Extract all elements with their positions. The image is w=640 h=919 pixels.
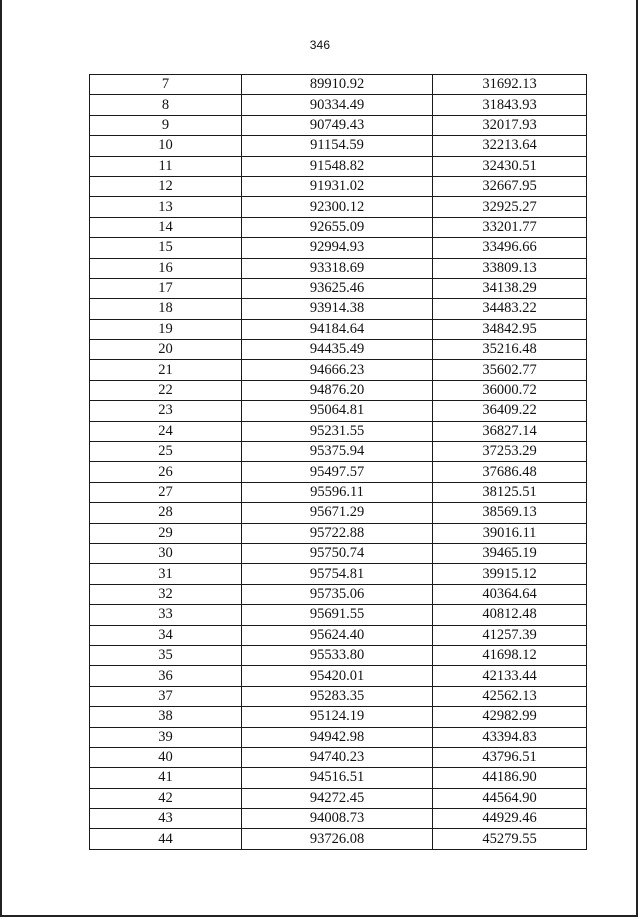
- table-cell-value-b: 44186.90: [433, 768, 587, 788]
- table-cell-index: 18: [90, 299, 242, 319]
- table-cell-index: 19: [90, 319, 242, 339]
- table-row: [90, 340, 587, 360]
- table-row: [90, 747, 587, 767]
- table-cell-index: 33: [90, 605, 242, 625]
- table-row: [90, 503, 587, 523]
- table-cell-value-a: 94008.73: [242, 809, 433, 829]
- table-cell-index: 20: [90, 340, 242, 360]
- table-cell-value-b: 32667.95: [433, 176, 587, 196]
- table-cell-index: 10: [90, 136, 242, 156]
- table-row: [90, 278, 587, 298]
- table-row: [90, 707, 587, 727]
- table-row: [90, 75, 587, 95]
- table-cell-value-b: 38569.13: [433, 503, 587, 523]
- table-cell-value-b: 44564.90: [433, 788, 587, 808]
- table-row: [90, 666, 587, 686]
- table-cell-value-a: 91931.02: [242, 176, 433, 196]
- table-row: [90, 360, 587, 380]
- table-cell-index: 8: [90, 95, 242, 115]
- table-cell-value-b: 36827.14: [433, 421, 587, 441]
- table-row: [90, 564, 587, 584]
- table-cell-value-a: 95691.55: [242, 605, 433, 625]
- table-cell-index: 26: [90, 462, 242, 482]
- table-cell-value-b: 43394.83: [433, 727, 587, 747]
- table-cell-value-b: 39915.12: [433, 564, 587, 584]
- table-row: [90, 788, 587, 808]
- table-cell-value-b: 43796.51: [433, 747, 587, 767]
- table-cell-value-a: 93318.69: [242, 258, 433, 278]
- table-cell-value-b: 35216.48: [433, 340, 587, 360]
- table-cell-value-b: 33809.13: [433, 258, 587, 278]
- table-cell-value-a: 95064.81: [242, 401, 433, 421]
- table-cell-value-a: 95375.94: [242, 442, 433, 462]
- table-cell-value-a: 90749.43: [242, 115, 433, 135]
- table-cell-index: 42: [90, 788, 242, 808]
- table-cell-value-b: 41257.39: [433, 625, 587, 645]
- table-cell-value-b: 34483.22: [433, 299, 587, 319]
- table-cell-value-a: 95596.11: [242, 482, 433, 502]
- table-row: [90, 258, 587, 278]
- table-cell-value-a: 90334.49: [242, 95, 433, 115]
- table-cell-index: 22: [90, 380, 242, 400]
- table-cell-value-a: 95497.57: [242, 462, 433, 482]
- table-cell-index: 32: [90, 584, 242, 604]
- table-cell-value-b: 40812.48: [433, 605, 587, 625]
- table-row: [90, 115, 587, 135]
- table-cell-value-b: 32017.93: [433, 115, 587, 135]
- table-row: [90, 645, 587, 665]
- table-cell-value-a: 94516.51: [242, 768, 433, 788]
- table-cell-value-a: 95735.06: [242, 584, 433, 604]
- table-cell-index: 31: [90, 564, 242, 584]
- table-cell-index: 27: [90, 482, 242, 502]
- table-cell-value-b: 39465.19: [433, 543, 587, 563]
- table-cell-value-b: 35602.77: [433, 360, 587, 380]
- table-row: [90, 217, 587, 237]
- table-cell-index: 21: [90, 360, 242, 380]
- table-cell-index: 41: [90, 768, 242, 788]
- table-row: [90, 380, 587, 400]
- table-cell-value-b: 37253.29: [433, 442, 587, 462]
- table-cell-value-a: 94876.20: [242, 380, 433, 400]
- table-row: [90, 543, 587, 563]
- table-cell-index: 11: [90, 156, 242, 176]
- table-body: [90, 75, 587, 850]
- table-cell-index: 37: [90, 686, 242, 706]
- table-row: [90, 401, 587, 421]
- table-cell-value-a: 94740.23: [242, 747, 433, 767]
- table-row: [90, 727, 587, 747]
- table-cell-value-a: 94666.23: [242, 360, 433, 380]
- table-cell-value-b: 42562.13: [433, 686, 587, 706]
- table-cell-value-b: 32213.64: [433, 136, 587, 156]
- table-row: [90, 462, 587, 482]
- table-cell-index: 14: [90, 217, 242, 237]
- table-cell-value-a: 94435.49: [242, 340, 433, 360]
- table-row: [90, 605, 587, 625]
- table-cell-index: 7: [90, 75, 242, 95]
- table-row: [90, 523, 587, 543]
- table-cell-index: 35: [90, 645, 242, 665]
- table-cell-value-b: 32925.27: [433, 197, 587, 217]
- table-cell-value-a: 92300.12: [242, 197, 433, 217]
- table-row: [90, 809, 587, 829]
- table-cell-value-a: 93625.46: [242, 278, 433, 298]
- table-cell-value-b: 37686.48: [433, 462, 587, 482]
- table-cell-index: 15: [90, 238, 242, 258]
- table-row: [90, 197, 587, 217]
- page-number: 346: [309, 38, 331, 52]
- table-cell-index: 34: [90, 625, 242, 645]
- table-cell-value-b: 39016.11: [433, 523, 587, 543]
- table-cell-value-b: 45279.55: [433, 829, 587, 849]
- table-cell-value-a: 95722.88: [242, 523, 433, 543]
- table-cell-index: 43: [90, 809, 242, 829]
- table-cell-index: 40: [90, 747, 242, 767]
- table-cell-value-a: 92994.93: [242, 238, 433, 258]
- table-row: [90, 299, 587, 319]
- table-row: [90, 482, 587, 502]
- table-cell-value-a: 95671.29: [242, 503, 433, 523]
- table-cell-value-a: 89910.92: [242, 75, 433, 95]
- table-cell-value-b: 34138.29: [433, 278, 587, 298]
- table-row: [90, 319, 587, 339]
- table-row: [90, 442, 587, 462]
- table-cell-value-b: 32430.51: [433, 156, 587, 176]
- table-cell-value-b: 36000.72: [433, 380, 587, 400]
- table-cell-value-a: 95533.80: [242, 645, 433, 665]
- table-cell-index: 24: [90, 421, 242, 441]
- table-cell-index: 29: [90, 523, 242, 543]
- table-cell-index: 17: [90, 278, 242, 298]
- table-row: [90, 176, 587, 196]
- table-row: [90, 136, 587, 156]
- table-cell-value-b: 33496.66: [433, 238, 587, 258]
- table-row: [90, 156, 587, 176]
- table-row: [90, 95, 587, 115]
- table-cell-value-a: 95420.01: [242, 666, 433, 686]
- table-cell-index: 28: [90, 503, 242, 523]
- table-cell-value-b: 31692.13: [433, 75, 587, 95]
- table-cell-value-b: 33201.77: [433, 217, 587, 237]
- table-cell-index: 9: [90, 115, 242, 135]
- table-cell-value-a: 93914.38: [242, 299, 433, 319]
- table-cell-value-a: 94272.45: [242, 788, 433, 808]
- table-cell-index: 36: [90, 666, 242, 686]
- table-cell-value-a: 92655.09: [242, 217, 433, 237]
- table-cell-value-b: 42982.99: [433, 707, 587, 727]
- table-row: [90, 584, 587, 604]
- table-cell-value-b: 42133.44: [433, 666, 587, 686]
- table-cell-index: 38: [90, 707, 242, 727]
- table-cell-index: 12: [90, 176, 242, 196]
- table-cell-index: 23: [90, 401, 242, 421]
- table-cell-value-b: 41698.12: [433, 645, 587, 665]
- table-row: [90, 421, 587, 441]
- table-cell-index: 30: [90, 543, 242, 563]
- table-cell-value-a: 93726.08: [242, 829, 433, 849]
- table-cell-index: 25: [90, 442, 242, 462]
- table-cell-value-a: 95124.19: [242, 707, 433, 727]
- table-row: [90, 768, 587, 788]
- table-cell-value-a: 95283.35: [242, 686, 433, 706]
- table-cell-value-a: 91154.59: [242, 136, 433, 156]
- table-cell-value-a: 95750.74: [242, 543, 433, 563]
- table-cell-index: 39: [90, 727, 242, 747]
- table-cell-value-a: 95754.81: [242, 564, 433, 584]
- table-cell-value-a: 95624.40: [242, 625, 433, 645]
- table-cell-value-a: 91548.82: [242, 156, 433, 176]
- table-cell-value-b: 44929.46: [433, 809, 587, 829]
- data-table: [89, 74, 587, 850]
- table-cell-value-a: 94942.98: [242, 727, 433, 747]
- table-row: [90, 829, 587, 849]
- table-cell-value-b: 40364.64: [433, 584, 587, 604]
- table-row: [90, 686, 587, 706]
- table-cell-index: 16: [90, 258, 242, 278]
- table-cell-index: 13: [90, 197, 242, 217]
- table-cell-index: 44: [90, 829, 242, 849]
- table-row: [90, 238, 587, 258]
- table-cell-value-b: 31843.93: [433, 95, 587, 115]
- table-cell-value-b: 38125.51: [433, 482, 587, 502]
- table-cell-value-b: 36409.22: [433, 401, 587, 421]
- table-cell-value-b: 34842.95: [433, 319, 587, 339]
- table-row: [90, 625, 587, 645]
- table-cell-value-a: 95231.55: [242, 421, 433, 441]
- table-cell-value-a: 94184.64: [242, 319, 433, 339]
